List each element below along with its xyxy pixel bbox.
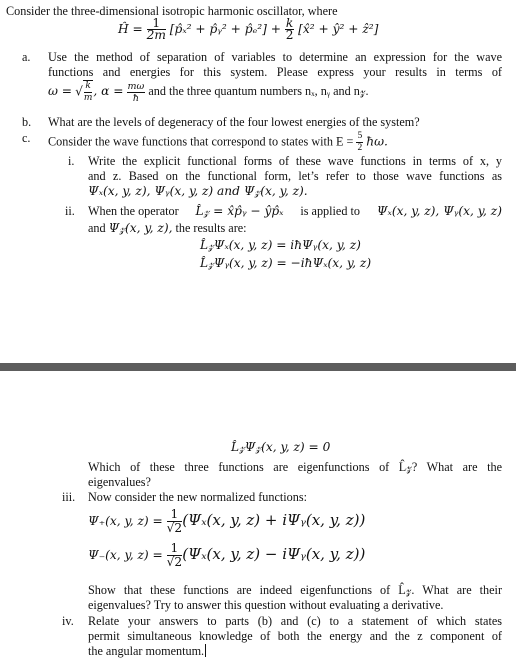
part-c-text: Consider the wave functions that correspond to states with E = $\frac{5}{2}$ ħω. — [48, 131, 388, 153]
item-i-line-1: Write the explicit functional forms of these wave functions in terms of x, y — [88, 154, 502, 168]
item-ii-equation-2: L̂𝓏Ψᵧ(x, y, z) = −iħΨₓ(x, y, z) — [200, 256, 372, 270]
part-c-label: c. — [22, 131, 31, 145]
hamiltonian-potential: [x̂² + ŷ² + ẑ²] — [298, 22, 379, 36]
item-i-label: i. — [68, 154, 75, 168]
alpha-frac: $\frac{m\omega}{ħ}$ — [127, 80, 145, 104]
item-iii-line-2: Show that these functions are indeed eigenfunctions of L̂𝓏. What are their — [88, 583, 502, 597]
psi-plus-equation: Ψ₊(x, y, z) = $\frac{1}{√2}$ (Ψₓ(x, y, z) + iΨᵧ(x, y, z)) — [88, 507, 366, 535]
psi-minus-norm: $\frac{1}{√2}$ — [166, 541, 183, 569]
part-c-frac: $\frac{5}{2}$ — [357, 131, 363, 153]
page-separator — [0, 363, 516, 371]
item-iii-label: iii. — [62, 490, 76, 504]
item-ii-question-2: eigenvalues? — [88, 475, 151, 489]
hamiltonian-kinetic: [p̂ₓ² + p̂ᵧ² + p̂ₑ²] + — [169, 22, 281, 36]
item-iv-line-2: permit simultaneous knowledge of both the energy and the z component of — [88, 629, 502, 643]
item-i-line-2: and z. Based on the functional form, let’s refer to those wave functions as — [88, 169, 502, 183]
part-b-text: What are the levels of degeneracy of the four lowest energies of the system? — [48, 115, 420, 129]
psi-minus-equation: Ψ₋(x, y, z) = $\frac{1}{√2}$ (Ψₓ(x, y, z) − iΨᵧ(x, y, z)) — [88, 541, 366, 569]
part-a-line-2: functions and energies for this system. Please express your results in terms of — [48, 65, 502, 79]
item-iii-line-3: eigenvalues? Try to answer this question without evaluating a derivative. — [88, 598, 444, 612]
text-cursor — [205, 644, 206, 657]
lz-operator: L̂𝓏 = x̂p̂ᵧ − ŷp̂ₓ — [195, 204, 284, 218]
item-ii-question-1: Which of these three functions are eigenfunctions of L̂𝓏? What are the — [88, 460, 502, 474]
item-ii-line-2: and Ψ𝓏(x, y, z), the results are: — [88, 221, 247, 235]
item-ii-label: ii. — [65, 204, 75, 218]
part-b-label: b. — [22, 115, 32, 129]
item-ii-equation-3: L̂𝓏Ψ𝓏(x, y, z) = 0 — [231, 440, 331, 454]
item-iv-label: iv. — [62, 614, 74, 628]
hamiltonian-equation — [118, 18, 378, 41]
psi-plus-norm: $\frac{1}{√2}$ — [166, 507, 183, 535]
part-a-line-3-rest: and the three quantum numbers nₓ, nᵧ and n𝓏. — [148, 83, 369, 98]
item-iv-line-3[interactable]: the angular momentum. — [88, 644, 205, 658]
part-a-line-1: Use the method of separation of variables to determine an expression for the wave — [48, 50, 502, 64]
part-a-line-3 — [48, 80, 369, 104]
item-iv-line-1: Relate your answers to parts (b) and (c) to a statement of which states — [88, 614, 502, 628]
part-a-label: a. — [22, 50, 31, 64]
hamiltonian-frac-2: $\frac{k}{2}$ — [285, 16, 294, 42]
item-iii-line-1: Now consider the new normalized functions: — [88, 490, 307, 504]
item-ii-equation-1: L̂𝓏Ψₓ(x, y, z) = iħΨᵧ(x, y, z) — [200, 238, 361, 252]
omega-sqrt: √ $\frac{k}{m}$ — [75, 81, 93, 103]
hamiltonian-frac-1: $\frac{1}{2m}$ — [146, 16, 166, 42]
item-ii-line-1: When the operator L̂𝓏 = x̂p̂ᵧ − ŷp̂ₓ is applied to Ψₓ(x, y, z), Ψᵧ(x, y, z) — [88, 204, 502, 218]
intro-text: Consider the three-dimensional isotropic harmonic oscillator, where — [6, 4, 338, 18]
alpha-lhs: , α = — [93, 83, 124, 98]
omega-lhs: ω = — [48, 83, 73, 98]
hamiltonian-lhs: Ĥ = — [118, 22, 143, 36]
item-i-line-3: Ψₓ(x, y, z), Ψᵧ(x, y, z) and Ψ𝓏(x, y, z). — [88, 184, 308, 198]
